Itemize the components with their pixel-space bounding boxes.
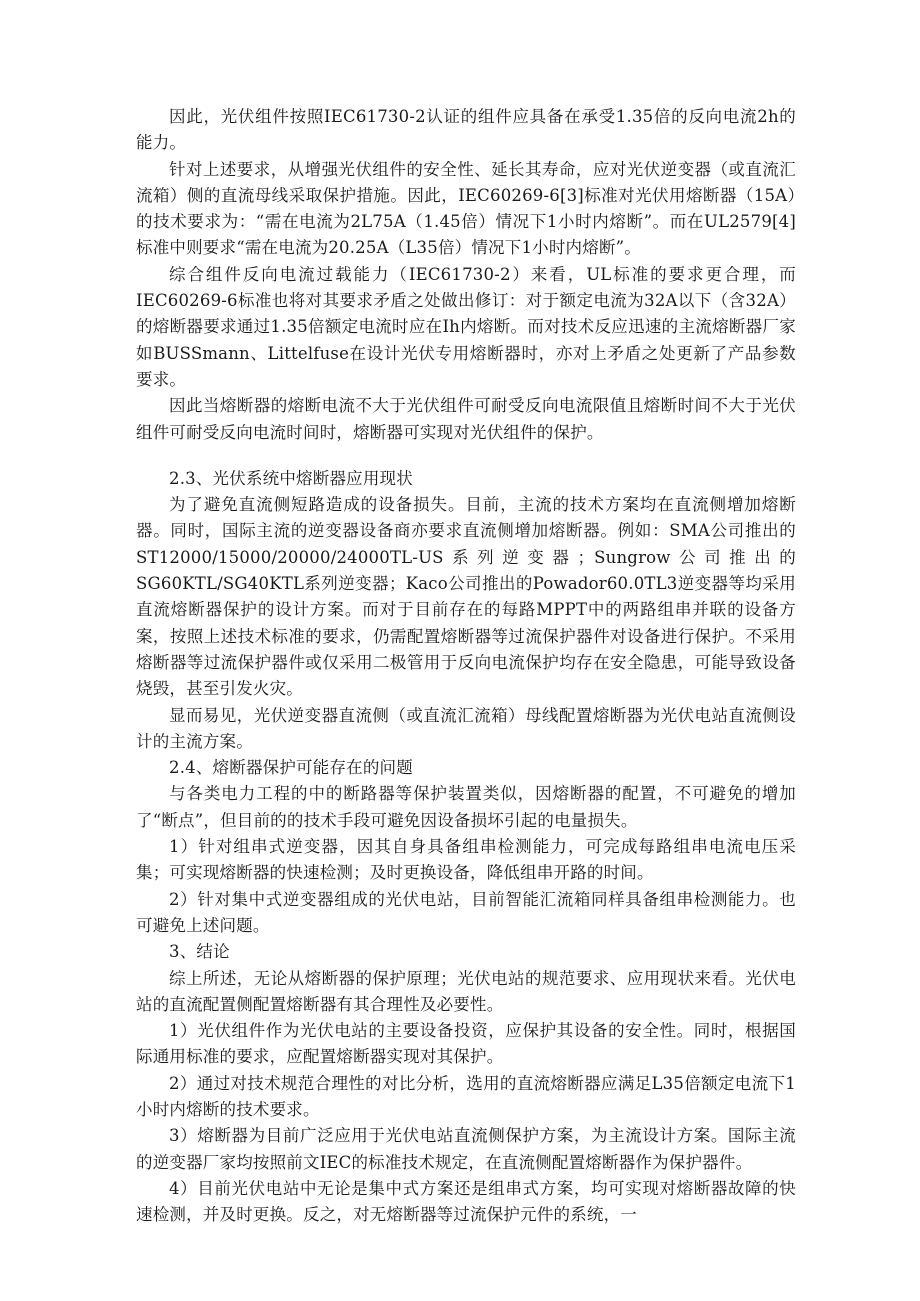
paragraph-conclusion-3: 3）熔断器为目前广泛应用于光伏电站直流侧保护方案，为主流设计方案。国际主流的逆变器厂家均按照前文IEC的标准技术规定，在直流侧配置熔断器作为保护器件。 bbox=[136, 1126, 796, 1172]
document-page bbox=[136, 104, 796, 1228]
paragraph-string-inverter: 1）针对组串式逆变器，因其自身具备组串检测能力，可完成每路组串电流电压采集；可实现熔断器的快速检测；及时更换设备，降低组串开路的时间。 bbox=[136, 837, 796, 883]
paragraph-fuse-protection-condition: 因此当熔断器的熔断电流不大于光伏组件可耐受反向电流限值且熔断时间不大于光伏组件可耐受反向电流时间时，熔断器可实现对光伏组件的保护。 bbox=[136, 396, 796, 442]
paragraph-ul-vs-iec: 综合组件反向电流过载能力（IEC61730-2）来看，UL标准的要求更合理，而IEC60269-6标准也将对其要求矛盾之处做出修订：对于额定电流为32A以下（含32A）的熔断器要求通过1.35倍额定电流时应在Ih内熔断。而对技术反应迅速的主流熔断器厂家如BUSSmann、Littelfuse在设计光伏专用熔断器时，亦对上矛盾之处更新了产品参数要求。 bbox=[136, 264, 796, 389]
section-heading-3: 3、结论 bbox=[169, 942, 230, 962]
paragraph-central-inverter: 2）针对集中式逆变器组成的光伏电站，目前智能汇流箱同样具备组串检测能力。也可避免上述问题。 bbox=[136, 889, 796, 935]
paragraph-protection-requirements: 针对上述要求，从增强光伏组件的安全性、延长其寿命，应对光伏逆变器（或直流汇流箱）侧的直流母线采取保护措施。因此，IEC60269-6[3]标准对光伏用熔断器（15A）的技术要求为：“需在电流为2L75A（1.45倍）情况下1小时内熔断”。而在UL2579[4]标准中则要求“需在电流为20.25A（L35倍）情况下1小时内熔断”。 bbox=[136, 159, 796, 258]
paragraph-conclusion-2: 2）通过对技术规范合理性的对比分析，选用的直流熔断器应满足L35倍额定电流下1小时内熔断的技术要求。 bbox=[136, 1073, 796, 1119]
paragraph-conclusion-4: 4）目前光伏电站中无论是集中式方案还是组串式方案，均可实现对熔断器故障的快速检测，并及时更换。反之，对无熔断器等过流保护元件的系统，一 bbox=[136, 1178, 796, 1225]
paragraph-reverse-current-capability: 因此，光伏组件按照IEC61730-2认证的组件应具备在承受1.35倍的反向电流2h的能力。 bbox=[136, 107, 796, 153]
paragraph-mainstream-scheme: 显而易见，光伏逆变器直流侧（或直流汇流箱）母线配置熔断器为光伏电站直流侧设计的主流方案。 bbox=[136, 705, 796, 751]
paragraph-conclusion-1: 1）光伏组件作为光伏电站的主要设备投资，应保护其设备的安全性。同时，根据国际通用标准的要求，应配置熔断器实现对其保护。 bbox=[136, 1021, 796, 1067]
section-heading-2-3: 2.3、光伏系统中熔断器应用现状 bbox=[169, 468, 413, 488]
paragraph-application-status: 为了避免直流侧短路造成的设备损失。目前，主流的技术方案均在直流侧增加熔断器。同时，国际主流的逆变器设备商亦要求直流侧增加熔断器。例如：SMA公司推出的ST12000/15000/20000/24000TL-US系列逆变器；Sungrow公司推出的SG60KTL/SG40KTL系列逆变器；Kaco公司推出的Powador60.0TL3逆变器等均采用直流熔断器保护的设计方案。而对于目前存在的每路MPPT中的两路组串并联的设备方案，按照上述技术标准的要求，仍需配置熔断器等过流保护器件对设备进行保护。不采用熔断器等过流保护器件或仅采用二极管用于反向电流保护均存在安全隐患，可能导致设备烧毁，甚至引发火灾。 bbox=[136, 495, 796, 699]
section-heading-2-4: 2.4、熔断器保护可能存在的问题 bbox=[169, 758, 413, 778]
paragraph-breakpoint-issue: 与各类电力工程的中的断路器等保护装置类似，因熔断器的配置，不可避免的增加了“断点”，但目前的的技术手段可避免因设备损坏引起的电量损失。 bbox=[136, 784, 796, 830]
paragraph-conclusion-summary: 综上所述，无论从熔断器的保护原理；光伏电站的规范要求、应用现状来看。光伏电站的直流配置侧配置熔断器有其合理性及必要性。 bbox=[136, 968, 796, 1014]
